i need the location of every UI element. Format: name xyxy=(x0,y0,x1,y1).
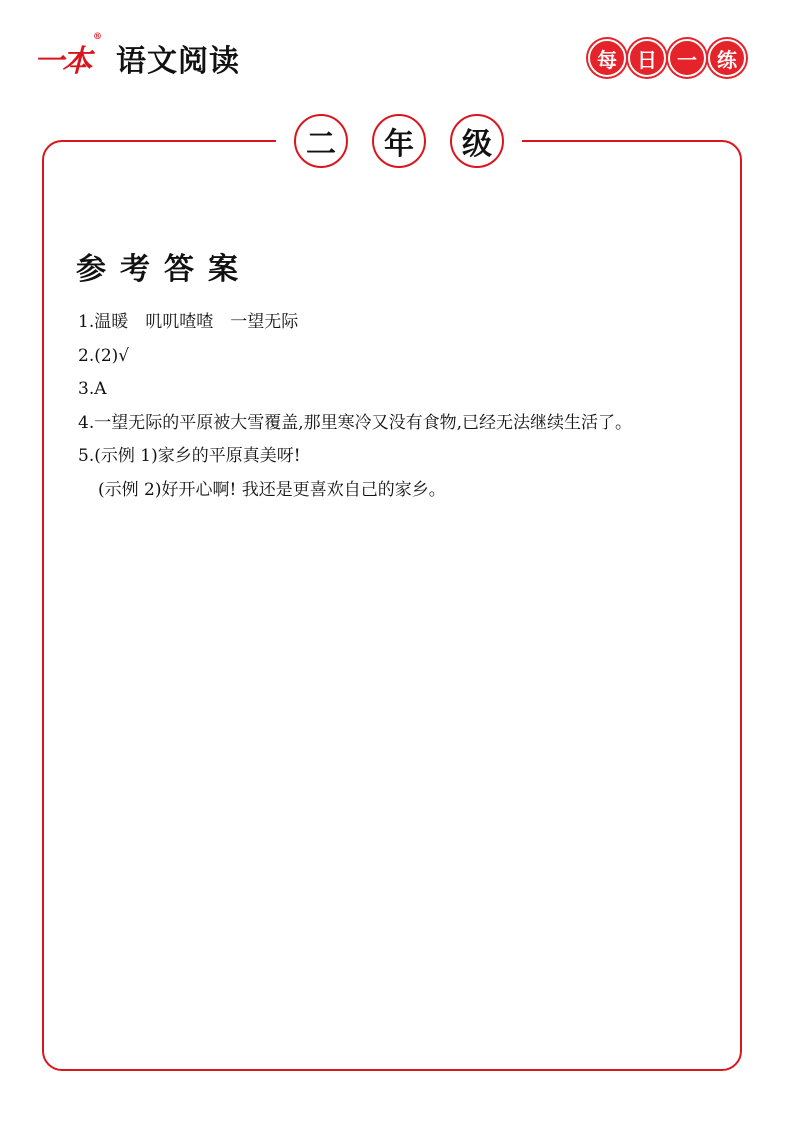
grade-label xyxy=(276,110,522,172)
daily-char: 日 xyxy=(628,39,666,77)
registered-mark: ® xyxy=(93,32,102,42)
answer-item: 1.温暖 叽叽喳喳 一望无际 xyxy=(78,312,299,332)
answer-item: 3.A xyxy=(78,379,107,399)
grade-char: 二 xyxy=(294,114,348,168)
answer-item: 5.(示例 1)家乡的平原真美呀! xyxy=(78,446,301,466)
section-title: 参考答案 xyxy=(76,252,252,287)
brand xyxy=(34,32,240,80)
brand-logo-text: 一本 xyxy=(34,44,90,79)
daily-char: 每 xyxy=(588,39,626,77)
answer-item: 4.一望无际的平原被大雪覆盖,那里寒冷又没有食物,已经无法继续生活了。 xyxy=(78,412,633,433)
answer-item: (示例 2)好开心啊! 我还是更喜欢自己的家乡。 xyxy=(98,479,446,500)
answer-list xyxy=(78,306,728,507)
answer-item: 2.(2)√ xyxy=(78,345,130,366)
daily-practice-badge xyxy=(588,39,746,77)
grade-char: 级 xyxy=(450,114,504,168)
brand-name: 语文阅读 xyxy=(116,44,240,79)
grade-char: 年 xyxy=(372,114,426,168)
daily-char: 练 xyxy=(708,39,746,77)
daily-char: 一 xyxy=(668,39,706,77)
brand-logo xyxy=(34,32,102,80)
